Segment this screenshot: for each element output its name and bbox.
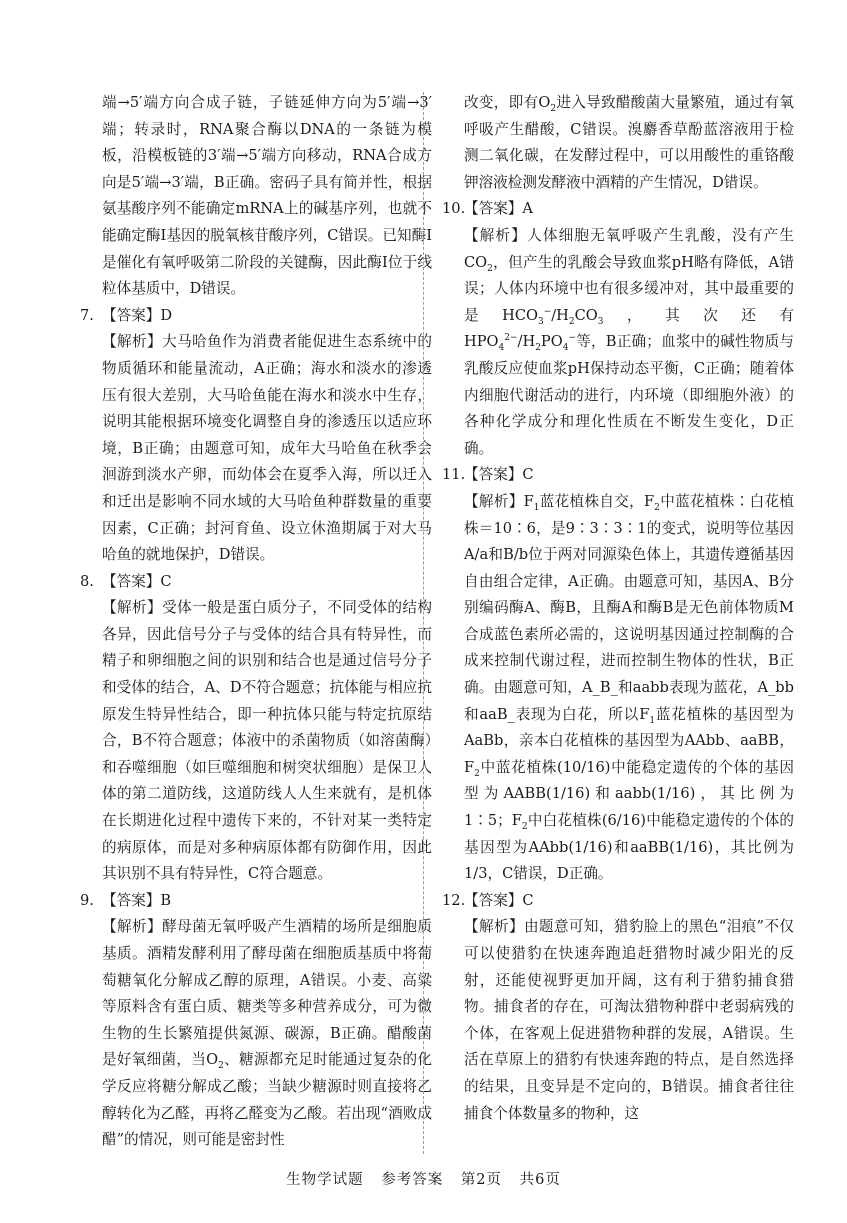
column-divider (423, 92, 424, 1154)
analysis-text (464, 489, 794, 888)
q6-continuation: 端→5′端方向合成子链，子链延伸方向为5′端→3′端；转录时，RNA聚合酶以DNA的一条链为模板，沿模板链的3′端→5′端方向移动，RNA合成方向是5′端→3′端，B正确。密码子具有简并性，根据氨基酸序列不能确定mRNA上的碱基序列，也就不能确定酶Ⅰ基因的脱氧核苷酸序列，C错误。已知酶Ⅰ是催化有氧呼吸第二阶段的关键酶，因此酶Ⅰ位于线粒体基质中，D错误。 (102, 94, 432, 298)
subscript: 2 (535, 343, 541, 354)
question-12 (442, 888, 794, 1127)
footer-subject: 生物学试题 (286, 1172, 364, 1188)
page-footer (0, 1168, 847, 1189)
subscript: 4 (498, 343, 505, 354)
left-column (80, 90, 432, 1154)
subscript: 2 (568, 316, 575, 327)
question-10 (442, 196, 794, 462)
text-run: 中白花植株(6/16)中能稳定遗传的个体的基因型为AAbb(1/16)和aaBB(1/16)，其比例为1/3，C错误，D正确。 (464, 812, 794, 883)
text-run: 【解析】酵母菌无氧呼吸产生酒精的场所是细胞质基质。酒精发酵利用了酵母菌在细胞质基质中将葡萄糖氧化分解成乙醇的原理，A错误。小麦、高粱等原料含有蛋白质、糖类等多种营养成分，可为微生物的生长繁殖提供氮源、碳源，B正确。醋酸菌是好氧细菌，当O (102, 918, 432, 1069)
question-9 (80, 888, 432, 1154)
question-number: 7. (80, 306, 94, 324)
subscript: 2 (550, 103, 557, 114)
analysis-text: 【解析】大马哈鱼作为消费者能促进生态系统中的物质循环和能量流动，A正确；海水和淡水的渗透压有很大差别，大马哈鱼能在海水和淡水中生存，说明其能根据环境变化调整自身的渗透压以适应环境，B正确；由题意可知，成年大马哈鱼在秋季会洄游到淡水产卵，而幼体会在夏季入海，所以迁入和迁出是影响不同水域的大马哈鱼种群数量的重要因素，C正确；封河育鱼、设立休渔期属于对大马哈鱼的就地保护，D错误。 (102, 333, 432, 564)
footer-page-number: 第2页 (460, 1172, 503, 1188)
text-run: ，但产生的乳酸会导致血浆pH略有降低，A错误；人体内环境中也有很多缓冲对，其中最重要的是HCO (464, 253, 794, 324)
question-number: 10. (442, 200, 466, 218)
answer-line: 【答案】A (464, 200, 533, 218)
subscript: 2 (654, 502, 660, 513)
text-run: 蓝花植株自交，F (539, 492, 655, 510)
text-run: 蓝花植株的基因型为AaBb，亲本白花植株的基因型为AAbb、aaBB，F (464, 705, 794, 776)
q9-continuation (442, 90, 794, 196)
text-run: 中蓝花植株(10/16)中能稳定遗传的个体的基因型为AABB(1/16)和aabb(1/16)，其比例为1∶5；F (464, 758, 794, 830)
subscript: 1 (649, 715, 656, 726)
text-run: PO (540, 333, 563, 351)
subscript: 3 (597, 316, 604, 327)
analysis-text (102, 914, 432, 1153)
subscript: 2 (487, 263, 493, 274)
question-number: 12. (442, 891, 466, 909)
analysis-text: 【解析】受体一般是蛋白质分子，不同受体的结构各异，因此信号分子与受体的结合具有特异性，而精子和卵细胞之间的识别和结合也是通过信号分子和受体的结合，A、D不符合题意；抗体能与相应抗原发生特异性结合，即一种抗体只能与特定抗原结合，B不符合题意；体液中的杀菌物质（如溶菌酶）和吞噬细胞（如巨噬细胞和树突状细胞）是保卫人体的第二道防线，这道防线人人生来就有，是机体在长期进化过程中遗传下来的，不针对某一类特定的病原体，而是对多种病原体都有防御作用，因此其识别不具有特异性，C符合题意。 (102, 599, 432, 883)
text-run: 【解析】人体细胞无氧呼吸产生乳酸，没有产生CO (464, 226, 794, 271)
subscript: 3 (537, 316, 544, 327)
superscript: − (568, 333, 576, 344)
text-run: ，其次还有HPO (464, 306, 794, 351)
question-8 (80, 569, 432, 888)
text-run: /H (551, 306, 569, 324)
text-run: 【解析】F (464, 492, 534, 510)
footer-type: 参考答案 (381, 1172, 444, 1188)
subscript: 2 (218, 1061, 224, 1072)
analysis-text: 【解析】由题意可知，猎豹脸上的黑色“泪痕”不仅可以使猎豹在快速奔跑追赶猎物时减少阳光的反射，还能使视野更加开阔，这有利于猎豹捕食猎物。捕食者的存在，可淘汰猎物种群中老弱病残的个体，在客观上促进猎物种群的发展，A错误。生活在草原上的猎豹有快速奔跑的特点，是自然选择的结果，且变异是不定向的，B错误。捕食者往往捕食个体数量多的物种，这 (464, 918, 794, 1122)
text-run: /H (517, 333, 536, 351)
subscript: 4 (562, 343, 569, 354)
answer-line: 【答案】C (102, 572, 172, 590)
answer-line: 【答案】C (464, 466, 534, 484)
footer-total-pages: 共6页 (519, 1172, 561, 1188)
answer-line: 【答案】B (102, 891, 172, 909)
text-run: 中蓝花植株∶白花植株＝10∶6，是9∶3∶3∶1的变式，说明等位基因A/a和B/b位于两对同源染色体上，其遗传遵循基因自由组合定律，A正确。由题意可知，基因A、B分别编码酶A、酶B，且酶A和酶B是无色前体物质M合成蓝色素所必需的，这说明基因通过控制酶的合成来控制代谢过程，进而控制生物体的性状，B正确。由题意可知，A_B_和aabb表现为蓝花，A_bb和aaB_表现为白花，所以F (464, 492, 794, 723)
subscript: 1 (533, 502, 540, 513)
subscript: 2 (521, 821, 528, 832)
question-7 (80, 303, 432, 569)
text-run: 、糖源都充足时能通过复杂的化学反应将糖分解成乙酸；当缺少糖源时则直接将乙醇转化为乙醛，再将乙醛变为乙酸。若出现“酒败成醋”的情况，则可能是密封性 (102, 1051, 432, 1149)
question-11 (442, 462, 794, 888)
question-number: 9. (80, 891, 94, 909)
text-run: 等，B正确；血浆中的碱性物质与乳酸反应使血浆pH保持动态平衡，C正确；随着体内细胞代谢活动的进行，内环境（即细胞外液）的各种化学成分和理化性质在不断发生变化，D正确。 (464, 333, 794, 457)
question-number: 11. (442, 466, 466, 484)
answer-line: 【答案】D (102, 306, 173, 324)
subscript: 2 (474, 768, 480, 779)
text-run: CO (574, 306, 598, 324)
text-run: 进入导致醋酸菌大量繁殖，通过有氧呼吸产生醋酸，C错误。溴麝香草酚蓝溶液用于检测二氧化碳，在发酵过程中，可以用酸性的重铬酸钾溶液检测发酵液中酒精的产生情况，D错误。 (464, 94, 794, 191)
superscript: − (543, 306, 552, 317)
right-column (442, 90, 794, 1127)
text-run: 改变，即有O (464, 94, 551, 111)
question-number: 8. (80, 572, 94, 590)
analysis-text (464, 223, 794, 462)
superscript: 2− (504, 333, 518, 344)
answer-line: 【答案】C (464, 891, 534, 909)
